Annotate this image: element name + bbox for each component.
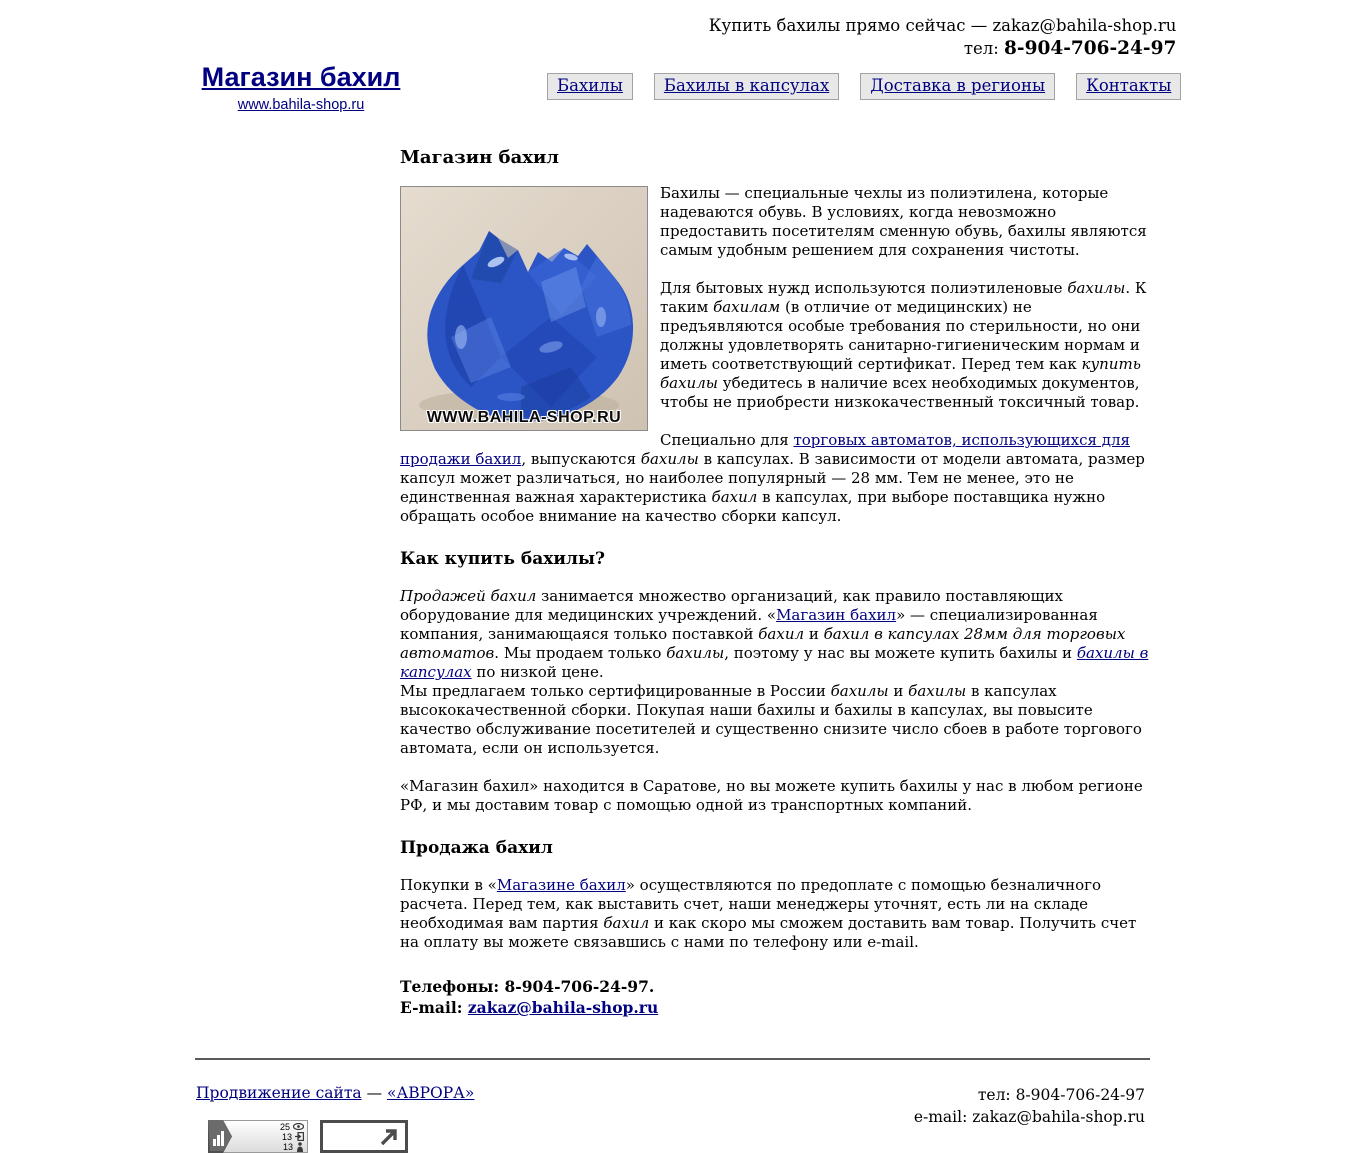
paragraph-capsules [400, 431, 1150, 526]
text-segment: и как скоро мы сможем доставить вам товар. Получить счет на оплату вы можете связавшись с нами по телефону или e-mail. [400, 914, 1137, 951]
footer-email: e-mail: zakaz@bahila-shop.ru [913, 1108, 1145, 1126]
paragraph-purchase [400, 876, 1150, 952]
inline-link[interactable]: Магазине бахил [496, 876, 626, 894]
counter-views: 25 [279, 1121, 290, 1132]
text-segment: и [804, 625, 824, 643]
text-segment: » — специализированная компания, занимающаяся только поставкой [400, 606, 1098, 643]
text-segment: убедитесь в наличие всех необходимых документов, чтобы не приобрести низкокачественный токсичный товар. [660, 374, 1140, 411]
footer-contacts [914, 1084, 1150, 1153]
text-segment: бахилы [1067, 279, 1126, 297]
text-segment: бахил в капсулах 28мм для торговых автоматов [400, 625, 1126, 662]
inline-link[interactable]: Продвижение сайта [196, 1084, 362, 1102]
section-title-how-to-buy: Как купить бахилы? [400, 549, 605, 569]
header-right [407, 14, 1181, 115]
exit-door-icon [295, 1132, 304, 1141]
nav-button-bahily[interactable] [547, 73, 633, 100]
section-title-sale: Продажа бахил [400, 838, 553, 858]
main-nav [547, 73, 1181, 100]
text-segment: E-mail: [400, 998, 468, 1017]
counters [208, 1120, 474, 1153]
footer-phone: тел: 8-904-706-24-97 [977, 1086, 1145, 1104]
nav-button-label: Контакты [1086, 76, 1172, 95]
counter-visitors: 13 [282, 1141, 293, 1152]
text-segment: купить бахилы [660, 355, 1141, 392]
inline-link[interactable]: «АВРОРА» [387, 1084, 475, 1102]
text-segment: . Мы продаем только [494, 644, 667, 662]
footer-left [195, 1084, 474, 1153]
counter-chart-icon [208, 1120, 232, 1153]
openstat-counter[interactable] [320, 1120, 408, 1153]
eye-icon [293, 1123, 304, 1130]
header-phone-number: 8-904-706-24-97 [1004, 38, 1177, 59]
text-segment: бахил [711, 488, 758, 506]
nav-button-kontakty[interactable] [1076, 73, 1181, 100]
inline-link[interactable]: бахилы в капсулах [400, 644, 1149, 681]
text-segment: занимается множество организаций, как правило поставляющих оборудование для медицинских учреждений. « [400, 587, 1063, 624]
text-segment: бахилы [666, 644, 725, 662]
logo-block [195, 14, 407, 115]
header [195, 14, 1177, 115]
nav-button-dostavka[interactable] [860, 73, 1055, 100]
counter-stats [232, 1122, 307, 1152]
inline-link[interactable]: zakaz@bahila-shop.ru [467, 998, 659, 1017]
promo-line [196, 1084, 474, 1103]
page [195, 0, 1177, 1153]
text-segment: — [361, 1084, 387, 1102]
text-segment: и [888, 682, 909, 700]
text-segment: Продажей бахил [400, 587, 537, 605]
text-segment: , поэтому у нас вы можете купить бахилы и [724, 644, 1077, 662]
header-phone-label: тел: [963, 39, 1005, 58]
text-segment: в капсулах, при выборе поставщика нужно обращать особое внимание на качество сборки капсул. [400, 488, 1106, 525]
inline-link[interactable]: Магазин бахил [776, 606, 897, 624]
page-title: Магазин бахил [400, 147, 560, 168]
text-segment: Телефоны: 8-904-706-24-97. [400, 977, 655, 996]
person-icon [296, 1142, 304, 1152]
text-segment: Специально для [660, 431, 794, 449]
text-segment: Для бытовых нужд используются полиэтиленовые [660, 279, 1068, 297]
paragraph-saratov [400, 777, 1150, 815]
nav-button-bahily-v-kapsulah[interactable] [654, 73, 839, 100]
nav-button-label: Бахилы [557, 76, 623, 95]
text-segment: Бахилы — специальные чехлы из полиэтилена, которые надеваются обувь. В условиях, когда невозможно предоставить посетителям сменную обувь, бахилы являются самым удобным решением для сохранения чистоты. [660, 184, 1147, 259]
text-segment: бахилы [908, 682, 967, 700]
text-segment: » осуществляются по предоплате с помощью безналичного расчета. Перед тем, как выставить счет, наши менеджеры уточнят, есть ли на складе необходимая вам партия [400, 876, 1102, 932]
text-segment: по низкой цене. [471, 663, 604, 681]
contacts-block [400, 976, 1150, 1018]
counter-entries: 13 [281, 1131, 292, 1142]
shoe-cover-image [401, 187, 648, 431]
text-segment: в капсулах. В зависимости от модели автомата, размер капсул может различаться, но наиболее популярный — 28 мм. Тем не менее, это не единственная важная характеристика [400, 450, 1145, 506]
text-segment: Мы предлагаем только сертифицированные в России [400, 682, 831, 700]
footer [195, 1084, 1150, 1153]
text-segment: бахилы [640, 450, 699, 468]
logo-link[interactable]: Магазин бахил [201, 62, 401, 92]
text-segment: бахил [603, 914, 650, 932]
text-segment: . К таким [660, 279, 1147, 316]
text-segment: «Магазин бахил» находится в Саратове, но вы можете купить бахилы у нас в любом регионе РФ, и мы доставим товар с помощью одной из транспортных компаний. [400, 777, 1143, 814]
arrow-up-right-icon [378, 1126, 400, 1148]
text-segment: Покупки в « [400, 876, 497, 894]
photo-watermark: WWW.BAHILA-SHOP.RU [426, 409, 622, 426]
text-segment: , выпускаются [521, 450, 641, 468]
logo-subtitle-link[interactable]: www.bahila-shop.ru [237, 97, 365, 113]
header-contact-line: Купить бахилы прямо сейчас — zakaz@bahila-shop.ru [708, 16, 1177, 35]
text-segment: бахилы [830, 682, 889, 700]
paragraph-sellers [400, 587, 1150, 758]
product-photo [400, 186, 648, 431]
text-segment: бахил [758, 625, 805, 643]
text-segment: в капсулах высококачественной сборки. Покупая наши бахилы и бахилы в капсулах, вы повысите качество обслуживание посетителей и существенно снизите число сбоев в работе торгового автомата, если он используется. [400, 682, 1142, 757]
nav-button-label: Доставка в регионы [870, 76, 1046, 95]
liveinternet-counter[interactable] [208, 1120, 308, 1153]
text-segment: бахилам [713, 298, 781, 316]
inline-link[interactable]: торговых автоматов, использующихся для продажи бахил [400, 431, 1130, 468]
nav-button-label: Бахилы в капсулах [663, 76, 830, 95]
main-content [400, 148, 1150, 1018]
footer-divider [195, 1058, 1150, 1060]
text-segment: (в отличие от медицинских) не предъявляются особые требования по стерильности, но они должны удовлетворять санитарно-гигиеническим нормам и иметь соответствующий сертификат. Перед тем как [660, 298, 1141, 373]
header-contact [407, 14, 1181, 60]
